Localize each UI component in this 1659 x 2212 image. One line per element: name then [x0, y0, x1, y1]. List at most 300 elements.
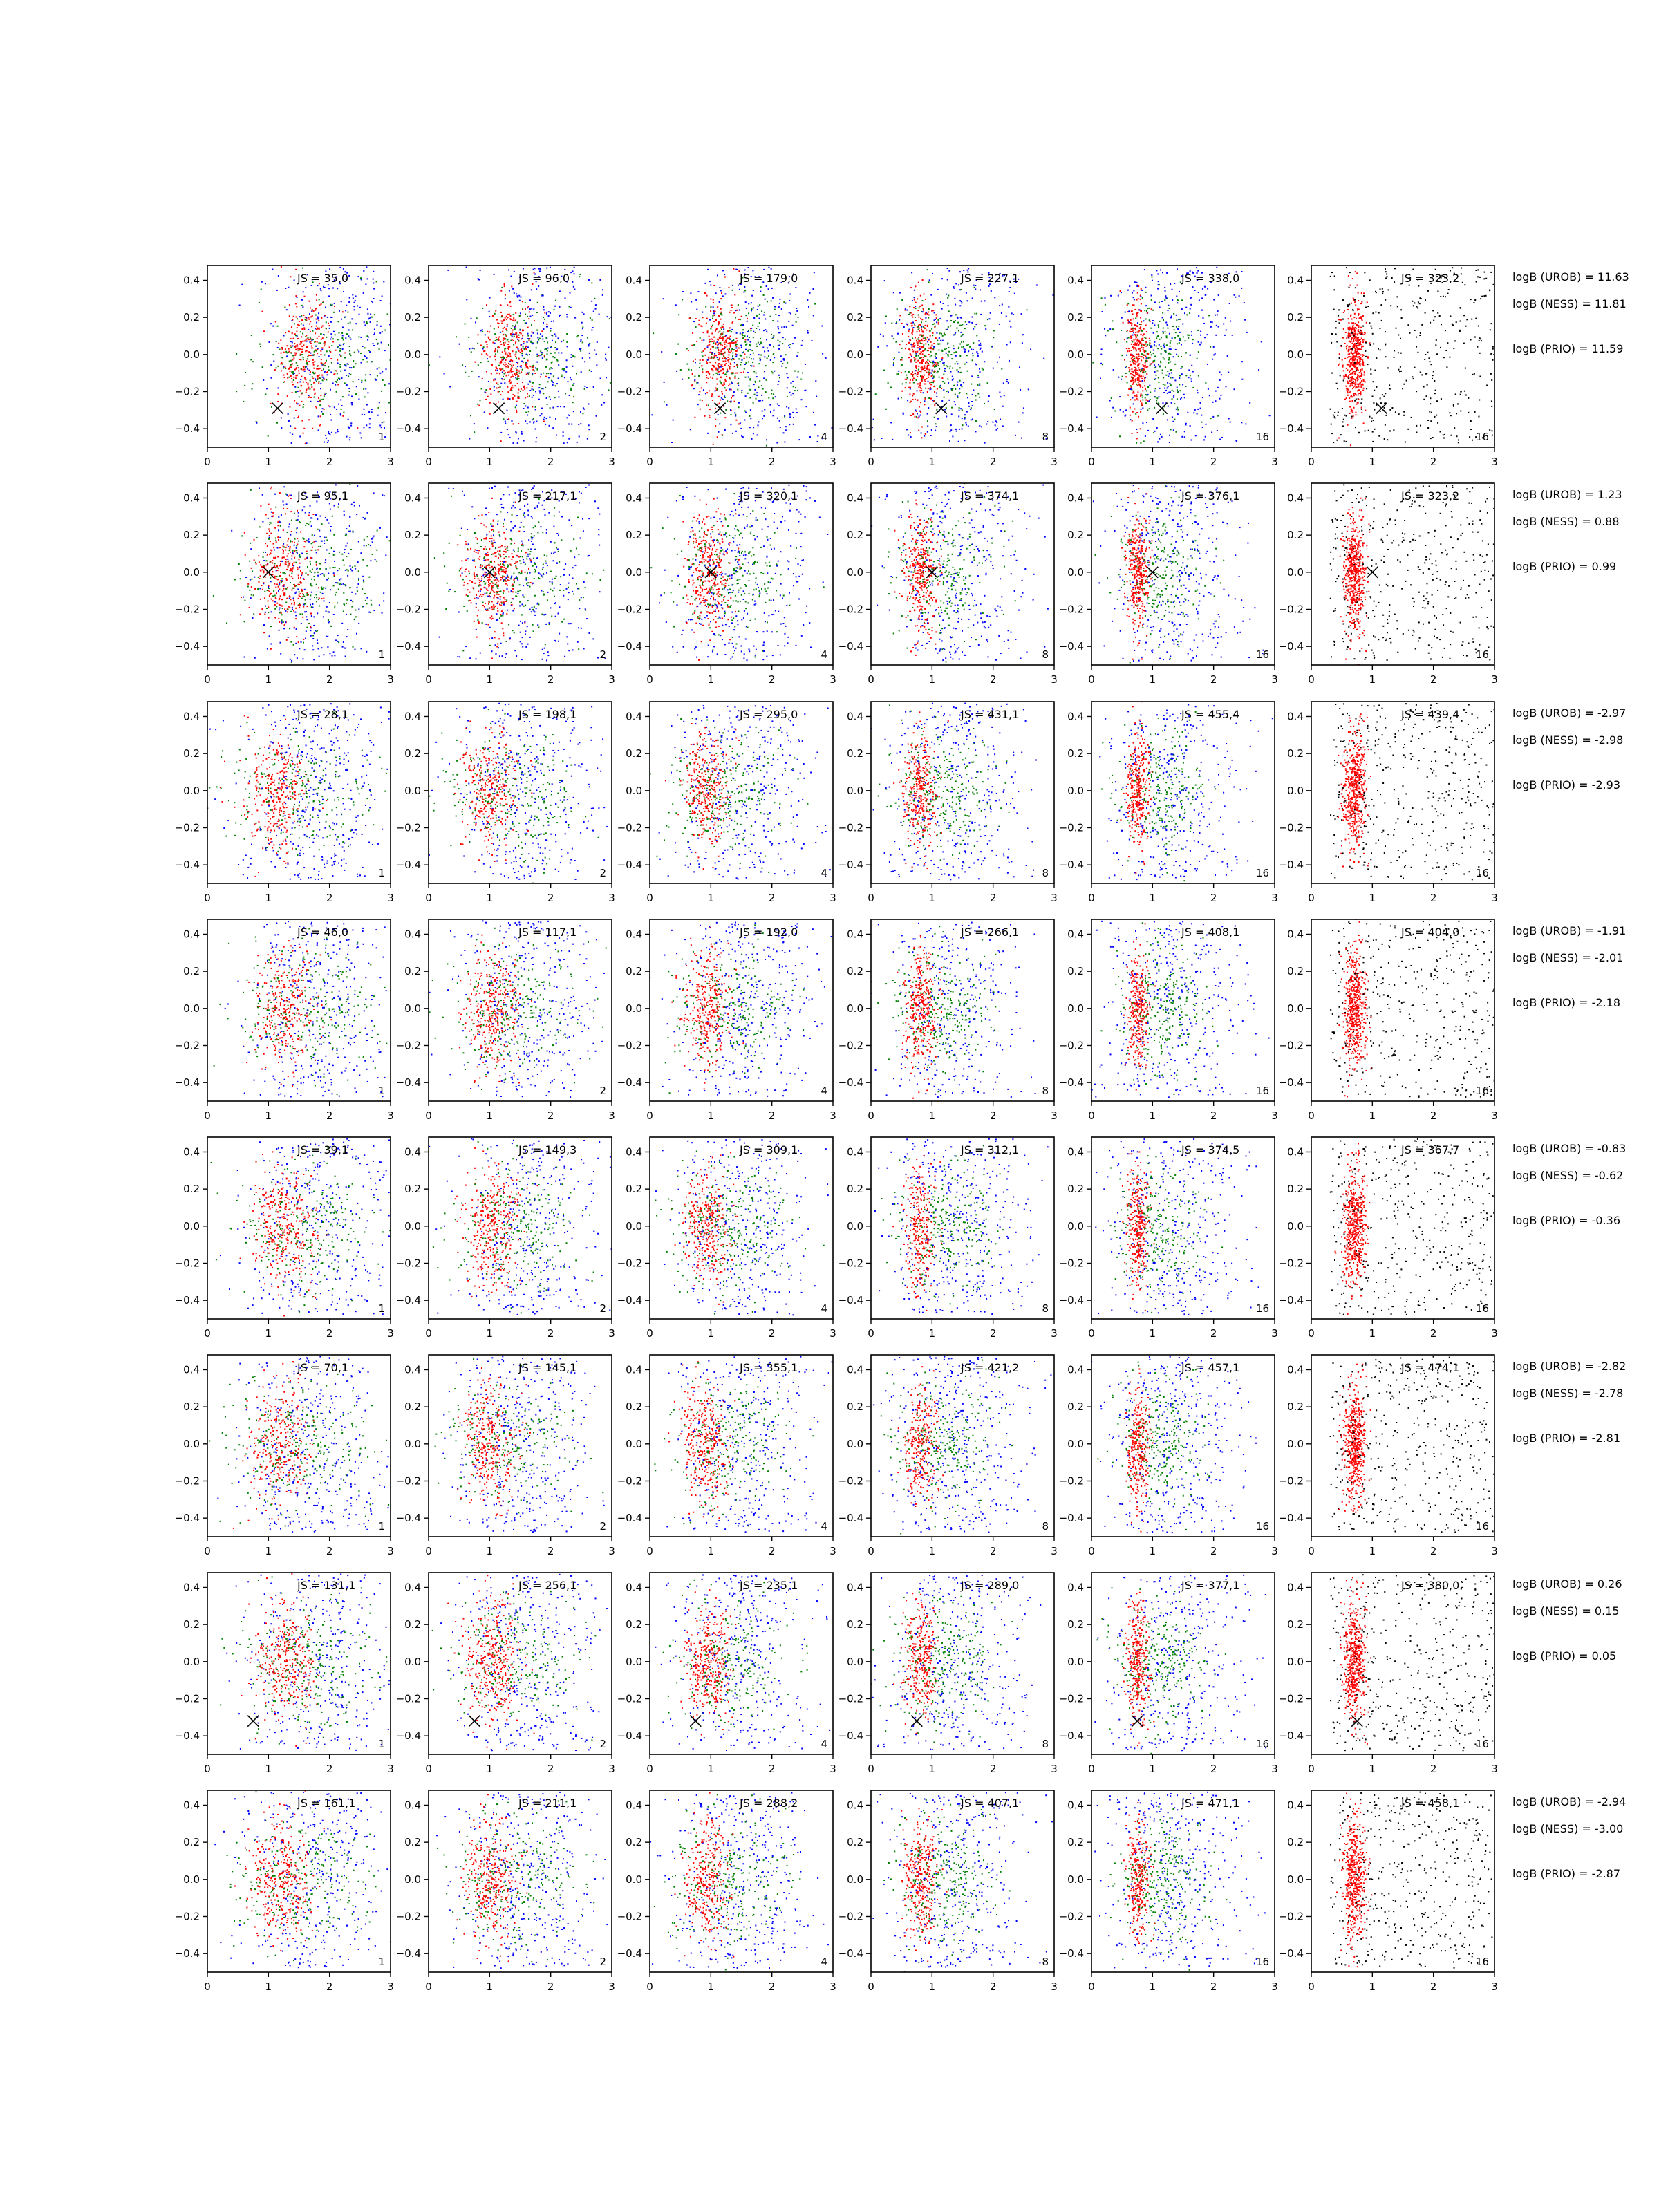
point-blue — [548, 311, 550, 312]
point-red — [702, 359, 704, 361]
point-blue — [880, 334, 881, 335]
point-blue — [339, 354, 340, 355]
point-green — [322, 379, 324, 381]
point-red — [516, 369, 518, 371]
point-red — [920, 392, 921, 393]
point-blue — [394, 415, 395, 416]
point-red — [527, 396, 528, 397]
point-green — [494, 333, 496, 335]
point-blue — [320, 288, 321, 290]
point-red — [509, 346, 510, 348]
point-green — [536, 330, 538, 331]
point-red — [1130, 361, 1131, 362]
point-blue — [883, 335, 884, 337]
point-green — [290, 360, 292, 362]
point-red — [1143, 328, 1145, 330]
point-blue — [877, 346, 879, 348]
point-red — [1134, 328, 1136, 329]
point-green — [977, 393, 979, 395]
point-blue — [908, 435, 909, 436]
point-blue — [588, 279, 590, 281]
point-blue — [778, 348, 780, 350]
point-red — [1140, 326, 1141, 328]
point-red — [928, 354, 930, 355]
point-blue — [730, 409, 731, 411]
point-blue — [899, 292, 901, 294]
point-blue — [1053, 294, 1054, 296]
point-red — [1365, 410, 1366, 411]
point-blue — [1022, 412, 1024, 413]
point-green — [494, 328, 495, 330]
point-blue — [1174, 283, 1175, 284]
point-blue — [952, 376, 953, 377]
point-green — [1136, 384, 1137, 385]
point-blue — [789, 416, 791, 418]
point-red — [532, 332, 533, 333]
point-green — [919, 307, 920, 308]
point-red — [925, 299, 926, 300]
point-blue — [1204, 337, 1206, 338]
point-green — [715, 348, 717, 349]
point-blue — [1229, 303, 1230, 304]
point-green — [309, 388, 310, 390]
point-black — [1472, 374, 1474, 375]
point-blue — [241, 284, 243, 285]
point-green — [741, 392, 742, 393]
point-blue — [1074, 334, 1076, 335]
point-blue — [953, 348, 955, 349]
point-green — [944, 397, 945, 398]
point-red — [1360, 384, 1362, 386]
point-red — [1132, 346, 1134, 348]
point-red — [731, 307, 733, 308]
point-green — [516, 368, 517, 369]
point-red — [731, 397, 732, 399]
point-red — [922, 361, 924, 362]
point-green — [748, 312, 749, 314]
point-red — [926, 356, 927, 357]
point-green — [745, 377, 747, 378]
point-green — [477, 404, 478, 405]
point-green — [758, 363, 760, 364]
point-red — [511, 285, 512, 287]
point-blue — [1158, 364, 1159, 366]
point-blue — [366, 357, 368, 359]
point-blue — [323, 334, 324, 335]
point-black — [1456, 321, 1457, 323]
point-red — [342, 311, 344, 312]
point-blue — [542, 357, 543, 359]
point-green — [344, 343, 345, 344]
point-green — [259, 302, 260, 303]
point-blue — [277, 347, 279, 348]
point-blue — [558, 337, 559, 339]
point-blue — [751, 302, 752, 303]
point-red — [541, 330, 543, 332]
point-green — [946, 407, 947, 409]
point-blue — [380, 326, 382, 327]
point-red — [718, 364, 719, 366]
point-blue — [514, 292, 515, 294]
point-blue — [574, 289, 575, 290]
point-blue — [939, 337, 940, 339]
point-green — [942, 335, 944, 337]
point-red — [507, 372, 509, 373]
point-red — [737, 340, 738, 341]
point-red — [924, 340, 926, 341]
point-green — [747, 393, 749, 394]
point-blue — [516, 405, 517, 406]
point-red — [724, 417, 726, 418]
point-blue — [758, 400, 760, 402]
point-red — [302, 346, 303, 347]
point-blue — [786, 373, 787, 374]
point-red — [499, 373, 500, 374]
point-blue — [1179, 339, 1180, 341]
point-blue — [266, 388, 268, 389]
point-red — [1137, 370, 1138, 371]
point-black — [1468, 397, 1469, 399]
point-green — [939, 368, 940, 370]
point-blue — [512, 336, 513, 337]
point-red — [1150, 343, 1151, 344]
point-green — [363, 388, 364, 390]
point-red — [1138, 312, 1139, 313]
point-red — [1353, 395, 1355, 396]
point-blue — [936, 393, 937, 394]
point-blue — [482, 329, 483, 330]
point-blue — [928, 407, 929, 409]
point-blue — [537, 337, 538, 339]
js-label: JS = 227,1 — [960, 272, 1019, 285]
point-black — [1427, 427, 1429, 429]
point-blue — [934, 312, 935, 313]
point-red — [275, 321, 276, 323]
point-red — [1130, 335, 1132, 337]
point-red — [717, 344, 718, 346]
point-red — [496, 382, 497, 384]
point-red — [1136, 344, 1138, 346]
point-red — [498, 323, 500, 324]
point-blue — [546, 268, 547, 269]
point-red — [510, 359, 512, 361]
point-green — [759, 380, 760, 382]
point-blue — [328, 355, 330, 357]
point-blue — [1219, 439, 1221, 440]
point-green — [733, 349, 735, 350]
point-red — [722, 368, 724, 370]
point-red — [921, 390, 922, 391]
point-blue — [377, 344, 378, 345]
point-blue — [1246, 332, 1248, 333]
point-blue — [550, 312, 551, 314]
point-red — [908, 357, 910, 358]
point-blue — [1126, 355, 1127, 356]
point-blue — [988, 401, 989, 402]
point-green — [935, 423, 937, 424]
point-red — [1133, 375, 1134, 376]
point-black — [1336, 341, 1338, 343]
point-red — [478, 405, 480, 406]
point-blue — [308, 395, 310, 396]
point-red — [522, 382, 523, 383]
point-red — [933, 386, 935, 387]
point-blue — [765, 299, 766, 300]
point-green — [570, 389, 572, 391]
point-blue — [329, 406, 330, 407]
point-blue — [317, 316, 319, 317]
point-blue — [568, 438, 570, 440]
js-label: JS = 338,0 — [1181, 272, 1239, 285]
point-blue — [381, 427, 382, 428]
point-green — [932, 348, 934, 349]
point-blue — [936, 321, 937, 323]
point-blue — [346, 365, 347, 366]
point-blue — [334, 303, 335, 304]
point-blue — [825, 357, 827, 359]
point-red — [714, 355, 715, 357]
point-blue — [1121, 379, 1122, 380]
point-green — [337, 373, 338, 374]
point-green — [958, 347, 959, 348]
point-blue — [893, 359, 894, 360]
point-green — [742, 335, 744, 336]
point-blue — [742, 359, 743, 361]
point-blue — [799, 439, 800, 440]
point-green — [745, 315, 747, 316]
point-red — [1360, 355, 1362, 356]
point-blue — [756, 376, 758, 377]
point-blue — [1165, 297, 1167, 299]
point-green — [720, 342, 721, 344]
point-red — [306, 318, 307, 319]
point-red — [1140, 299, 1141, 300]
point-blue — [720, 290, 722, 291]
point-red — [514, 354, 516, 355]
point-blue — [910, 388, 911, 390]
point-red — [518, 350, 520, 352]
point-green — [1173, 326, 1174, 327]
point-blue — [557, 406, 559, 407]
point-blue — [947, 268, 948, 269]
point-red — [521, 338, 522, 339]
point-red — [1142, 364, 1143, 365]
point-green — [742, 329, 744, 330]
point-red — [910, 287, 912, 288]
point-green — [512, 325, 514, 326]
point-red — [1338, 438, 1340, 439]
point-blue — [319, 356, 320, 357]
point-red — [711, 326, 712, 328]
point-green — [1156, 370, 1158, 371]
point-blue — [392, 406, 393, 407]
point-red — [294, 400, 295, 402]
point-blue — [646, 371, 648, 373]
point-green — [549, 396, 550, 397]
point-blue — [1132, 335, 1134, 336]
point-red — [486, 304, 487, 306]
point-red — [705, 355, 706, 356]
y-tick-label: 0.0 — [847, 348, 863, 361]
point-red — [495, 359, 496, 360]
point-red — [526, 387, 527, 388]
point-red — [1128, 322, 1130, 324]
point-red — [728, 362, 729, 363]
point-blue — [958, 371, 959, 373]
point-blue — [632, 305, 634, 306]
point-blue — [516, 362, 518, 363]
point-blue — [377, 324, 378, 326]
point-red — [921, 347, 922, 348]
point-blue — [791, 395, 792, 396]
point-green — [1122, 376, 1123, 377]
point-blue — [801, 345, 803, 346]
point-green — [316, 381, 317, 382]
point-blue — [341, 319, 342, 320]
point-red — [917, 417, 919, 418]
point-red — [915, 337, 916, 339]
point-red — [1134, 356, 1135, 357]
point-green — [377, 321, 378, 322]
point-green — [1157, 335, 1159, 337]
point-red — [1355, 414, 1356, 415]
point-red — [921, 305, 923, 306]
point-blue — [999, 392, 1000, 393]
point-red — [1128, 388, 1130, 390]
point-red — [915, 366, 917, 368]
point-red — [496, 337, 497, 338]
point-red — [304, 377, 306, 378]
point-green — [360, 277, 362, 279]
point-red — [1141, 378, 1143, 379]
point-blue — [517, 339, 518, 340]
point-red — [928, 388, 929, 389]
point-blue — [961, 302, 962, 303]
point-red — [1127, 350, 1128, 352]
point-green — [516, 378, 518, 379]
point-blue — [538, 387, 540, 388]
point-blue — [899, 319, 900, 321]
point-blue — [318, 312, 319, 314]
point-green — [465, 324, 466, 325]
point-green — [941, 333, 942, 335]
point-green — [509, 257, 511, 259]
point-blue — [529, 299, 531, 301]
point-red — [295, 303, 297, 304]
point-blue — [346, 384, 348, 386]
point-blue — [330, 420, 332, 421]
point-green — [749, 415, 751, 417]
point-blue — [290, 432, 291, 433]
point-green — [914, 324, 915, 325]
point-green — [782, 363, 783, 364]
point-red — [702, 365, 703, 366]
point-red — [299, 405, 301, 406]
point-blue — [953, 286, 955, 288]
point-green — [964, 328, 966, 329]
point-green — [955, 351, 957, 353]
point-blue — [1230, 321, 1231, 322]
point-blue — [558, 397, 559, 398]
point-blue — [330, 339, 331, 340]
point-blue — [993, 368, 994, 369]
point-red — [921, 368, 923, 370]
point-blue — [724, 429, 726, 431]
point-green — [783, 301, 785, 303]
point-blue — [955, 429, 957, 430]
point-blue — [955, 404, 956, 405]
point-blue — [381, 342, 382, 344]
point-red — [528, 318, 529, 319]
point-red — [293, 357, 294, 359]
point-red — [1143, 357, 1144, 359]
point-red — [490, 393, 491, 395]
point-green — [401, 315, 402, 316]
y-tick-label: −0.4 — [1059, 422, 1084, 435]
point-blue — [475, 322, 476, 324]
point-red — [306, 392, 307, 393]
point-red — [910, 415, 912, 416]
point-blue — [358, 398, 359, 400]
point-green — [1197, 330, 1199, 331]
point-green — [778, 345, 779, 346]
point-green — [721, 315, 722, 316]
point-blue — [365, 388, 366, 390]
point-blue — [1125, 312, 1126, 313]
point-red — [290, 366, 292, 368]
point-red — [1351, 350, 1353, 351]
point-blue — [691, 301, 692, 303]
point-blue — [330, 317, 332, 318]
point-green — [961, 335, 962, 337]
point-blue — [817, 441, 818, 442]
point-blue — [449, 386, 451, 388]
point-blue — [730, 339, 731, 340]
point-red — [1128, 348, 1130, 349]
point-blue — [765, 329, 766, 330]
point-green — [897, 308, 898, 310]
point-red — [696, 341, 697, 342]
point-red — [1146, 331, 1147, 332]
point-blue — [942, 340, 944, 341]
point-blue — [736, 332, 738, 334]
point-red — [324, 363, 325, 364]
point-blue — [789, 413, 790, 415]
point-blue — [766, 285, 767, 287]
point-green — [579, 276, 580, 277]
point-red — [1132, 310, 1133, 312]
panel-r1-c4 — [838, 265, 1065, 468]
point-red — [300, 390, 301, 391]
point-green — [939, 377, 940, 378]
point-blue — [789, 347, 790, 348]
point-red — [910, 322, 912, 324]
point-red — [306, 360, 307, 362]
point-red — [503, 328, 504, 329]
point-black — [1335, 418, 1336, 419]
point-red — [712, 377, 713, 379]
point-red — [1143, 333, 1145, 335]
point-red — [915, 320, 917, 321]
point-red — [287, 395, 288, 397]
x-tick-label: 3 — [608, 456, 615, 468]
point-blue — [542, 335, 543, 337]
point-blue — [1150, 345, 1152, 346]
point-red — [509, 371, 510, 373]
point-blue — [328, 288, 330, 289]
point-blue — [469, 438, 470, 440]
point-blue — [753, 331, 754, 332]
